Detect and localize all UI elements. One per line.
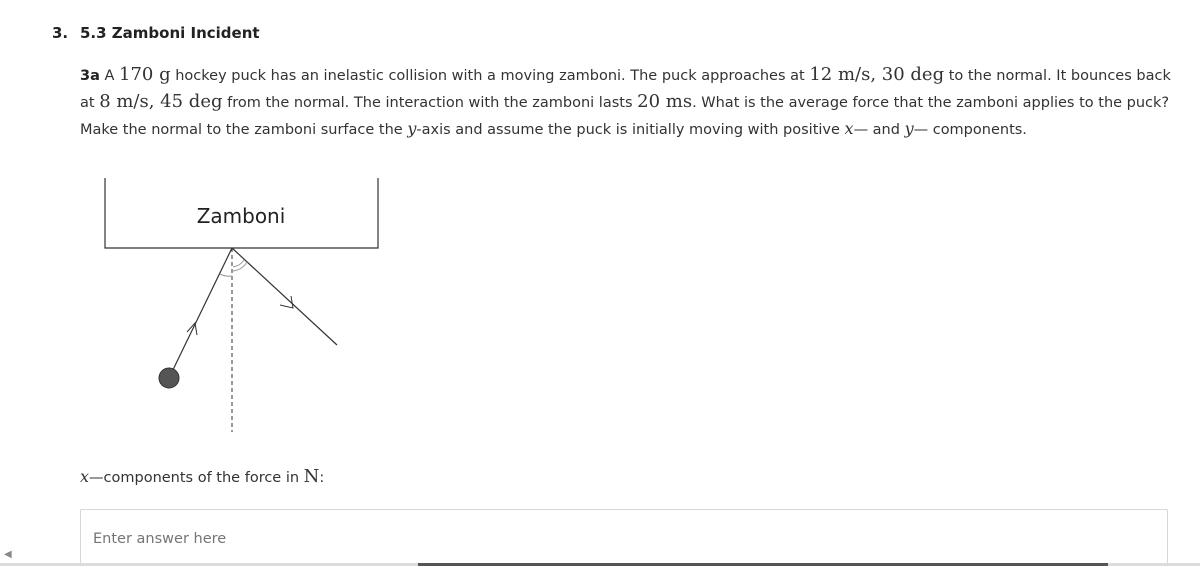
interaction-time: 20 ms [637, 91, 693, 112]
label-x-variable: x [80, 467, 90, 486]
problem-text-8: — components. [913, 122, 1027, 138]
incoming-angle-arc-icon [220, 274, 232, 276]
problem-text-5: . What is the average force that the zamboni applies to the puck? Make the normal to the zamboni surface the [80, 95, 1170, 138]
collision-diagram [96, 170, 396, 440]
label-colon: : [319, 470, 325, 486]
outgoing-angle-arc-inner-icon [233, 260, 244, 267]
x-component-answer-input[interactable] [80, 509, 1168, 566]
problem-label: 3a [80, 68, 100, 84]
problem-text-1: A [104, 68, 120, 84]
problem-statement [80, 62, 1175, 143]
incoming-arrow-icon [187, 323, 197, 335]
final-velocity: 8 m/s, 45 deg [99, 91, 223, 112]
puck-icon [159, 368, 179, 388]
x-component-label [80, 466, 324, 487]
question-header [52, 24, 260, 42]
y-variable: y [407, 119, 417, 138]
question-number: 3. [52, 24, 69, 42]
zamboni-label: Zamboni [196, 204, 286, 228]
mass-value: 170 g [119, 64, 171, 85]
problem-text-6: -axis and assume the puck is initially moving with positive [416, 122, 845, 138]
outgoing-path [232, 248, 337, 345]
initial-velocity: 12 m/s, 30 deg [809, 64, 945, 85]
x-variable: x [844, 119, 854, 138]
question-title: 5.3 Zamboni Incident [80, 24, 260, 42]
scroll-left-icon[interactable]: ◀ [4, 549, 12, 560]
problem-text-7: — and [853, 122, 905, 138]
problem-text-2: hockey puck has an inelastic collision with a moving zamboni. The puck approaches at [170, 68, 810, 84]
problem-text-4: from the normal. The interaction with the zamboni lasts [222, 95, 638, 111]
y-variable-2: y [904, 119, 914, 138]
problem-text-3: to the normal. It bounces back at [80, 68, 1171, 111]
label-text: —components of the force in [89, 470, 304, 486]
label-unit: N [303, 466, 320, 487]
incoming-path [169, 248, 232, 378]
